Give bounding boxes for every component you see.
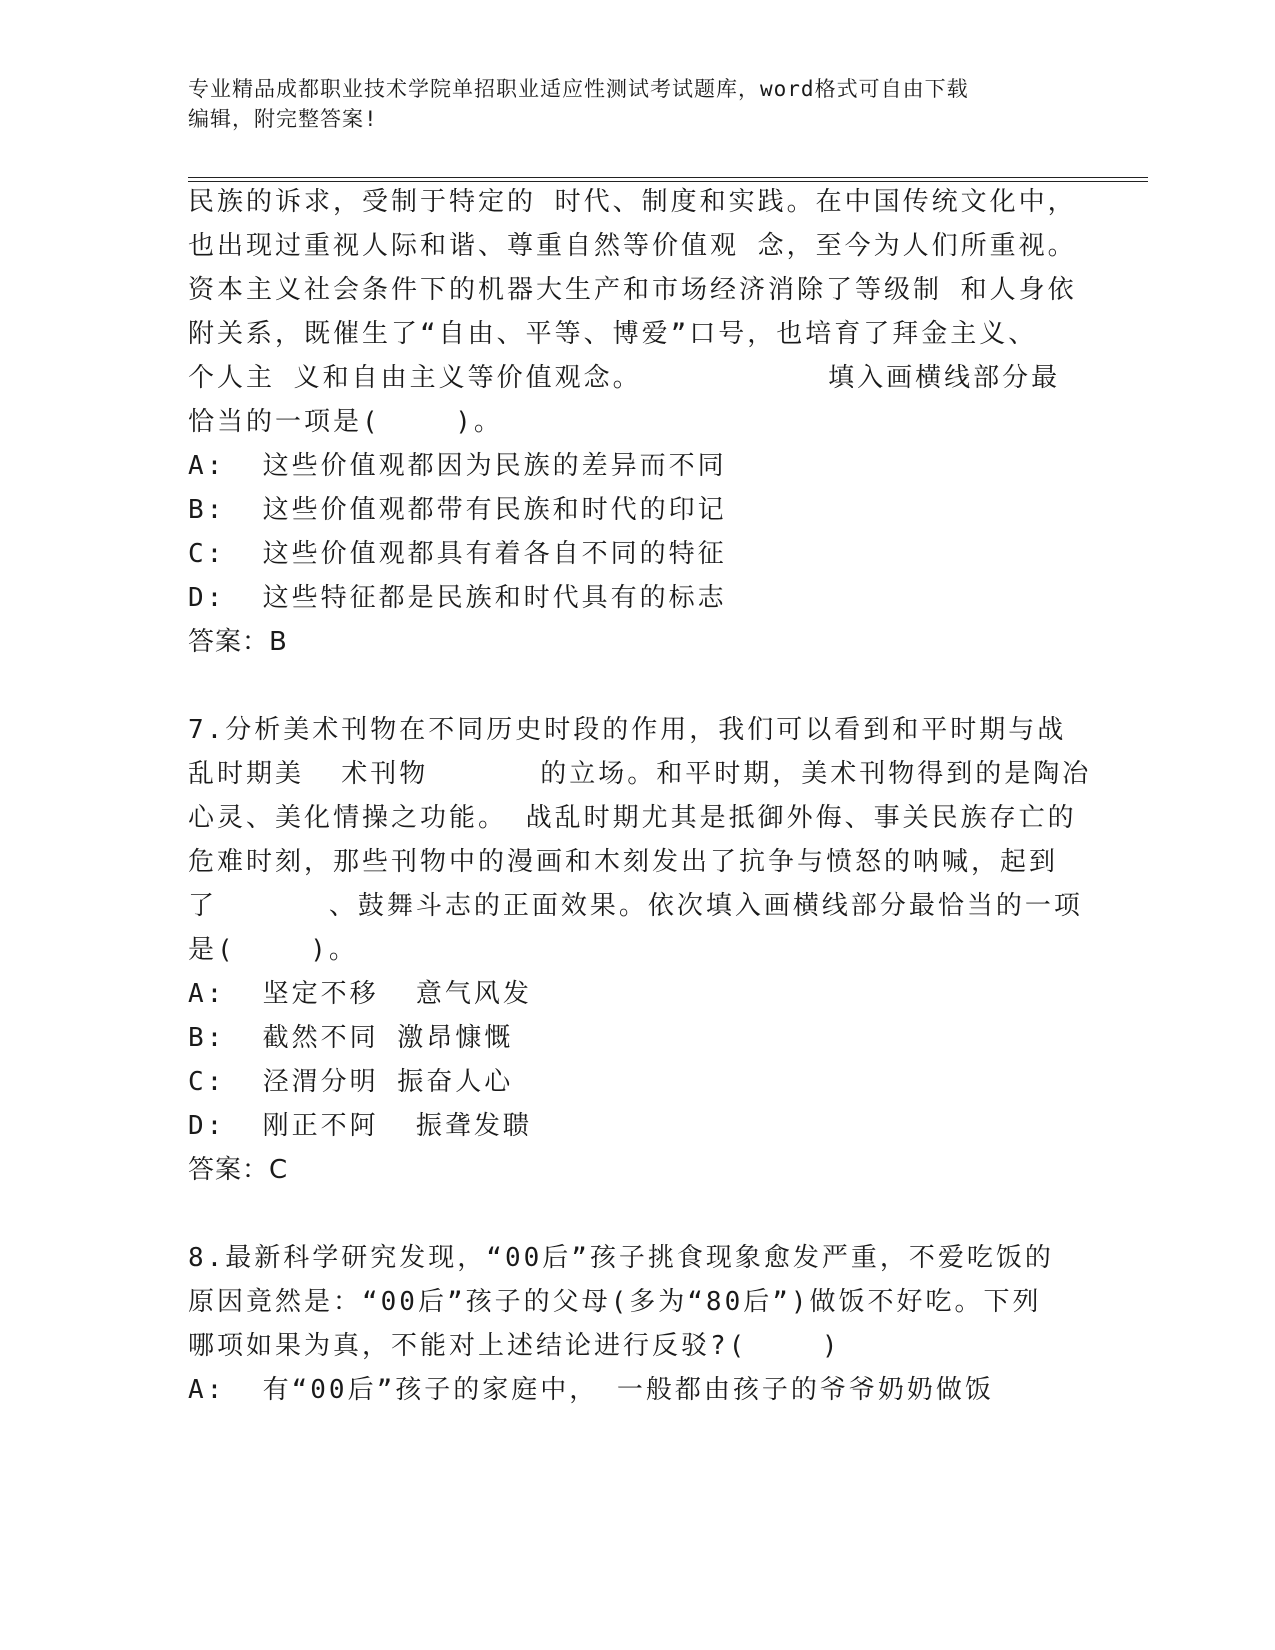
q7-stem-line: 危难时刻，那些刊物中的漫画和木刻发出了抗争与愤怒的呐喊，起到 xyxy=(188,847,1059,877)
header-line-1: 专业精品成都职业技术学院单招职业适应性测试考试题库，word格式可自由下载 xyxy=(188,77,969,101)
q6-option-b: B: 这些价值观都带有民族和时代的印记 xyxy=(188,495,727,525)
q6-stem-line: 也出现过重视人际和谐、尊重自然等价值观 念，至今为人们所重视。 xyxy=(188,231,1077,261)
q7-stem-line: 乱时期美 术刊物 的立场。和平时期，美术刊物得到的是陶冶 xyxy=(188,759,1092,789)
q7-answer: 答案：C xyxy=(188,1155,289,1185)
q7-option-d: D: 刚正不阿 振聋发聩 xyxy=(188,1111,532,1141)
q6-option-c: C: 这些价值观都具有着各自不同的特征 xyxy=(188,539,727,569)
header-line-2: 编辑，附完整答案! xyxy=(188,107,378,131)
q6-stem-line: 恰当的一项是( )。 xyxy=(188,407,503,437)
q6-stem-line: 附关系，既催生了“自由、平等、博爱”口号，也培育了拜金主义、 xyxy=(188,319,1038,349)
q6-option-d: D: 这些特征都是民族和时代具有的标志 xyxy=(188,583,727,613)
q7-stem-line: 了 、鼓舞斗志的正面效果。依次填入画横线部分最恰当的一项 xyxy=(188,891,1083,921)
q6-stem-line: 个人主 义和自由主义等价值观念。 填入画横线部分最 xyxy=(188,363,1061,393)
q8-stem-line: 哪项如果为真，不能对上述结论进行反驳?( ) xyxy=(188,1331,841,1361)
q7-option-b: B: 截然不同 激昂慷慨 xyxy=(188,1023,514,1053)
q7-option-c: C: 泾渭分明 振奋人心 xyxy=(188,1067,514,1097)
q6-answer: 答案：B xyxy=(188,627,288,657)
q7-option-a: A: 坚定不移 意气风发 xyxy=(188,979,532,1009)
q7-stem-line: 是( )。 xyxy=(188,935,358,965)
document-header xyxy=(188,74,1068,134)
q6-stem-line: 民族的诉求，受制于特定的 时代、制度和实践。在中国传统文化中， xyxy=(188,187,1077,217)
q8-option-a: A: 有“00后”孩子的家庭中， 一般都由孩子的爷爷奶奶做饭 xyxy=(188,1375,994,1405)
q7-stem-line: 心灵、美化情操之功能。 战乱时期尤其是抵御外侮、事关民族存亡的 xyxy=(188,803,1077,833)
q6-stem-line: 资本主义社会条件下的机器大生产和市场经济消除了等级制 和人身依 xyxy=(188,275,1077,305)
q7-stem-line: 7.分析美术刊物在不同历史时段的作用，我们可以看到和平时期与战 xyxy=(188,715,1067,745)
q6-option-a: A: 这些价值观都因为民族的差异而不同 xyxy=(188,451,727,481)
q8-stem-line: 8.最新科学研究发现，“00后”孩子挑食现象愈发严重，不爱吃饭的 xyxy=(188,1243,1054,1273)
header-divider-thick xyxy=(188,177,1148,178)
q8-stem-line: 原因竟然是：“00后”孩子的父母(多为“80后”)做饭不好吃。下列 xyxy=(188,1287,1042,1317)
header-divider-thin xyxy=(188,181,1148,182)
